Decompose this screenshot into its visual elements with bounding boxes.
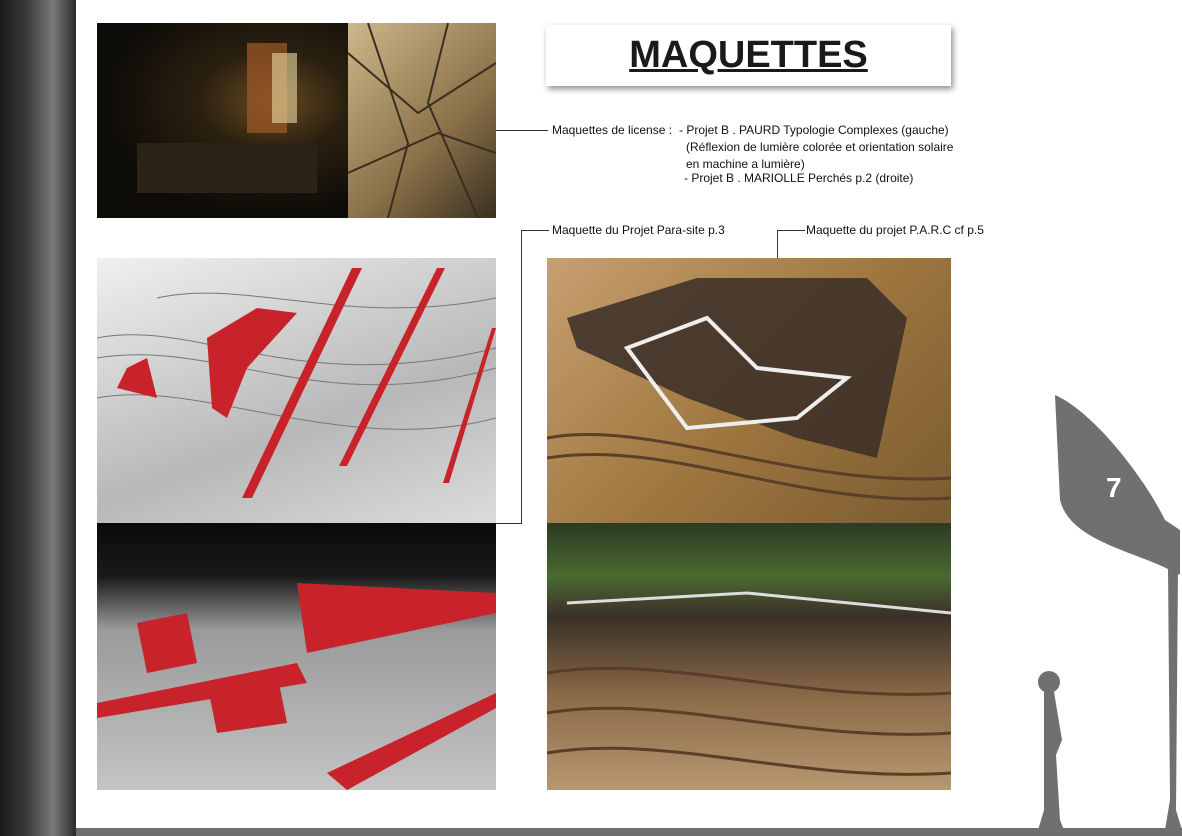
license-caption-line: (Réflexion de lumière colorée et orientation solaire — [686, 140, 954, 154]
license-caption-line: - Projet B . PAURD Typologie Complexes (gauche) — [679, 123, 949, 137]
connector-line — [777, 230, 805, 231]
license-caption-prefix: Maquettes de license : — [552, 123, 673, 137]
connector-line — [521, 230, 549, 231]
title-box — [546, 25, 951, 86]
photo-perches-model — [348, 23, 496, 218]
connector-line — [496, 130, 548, 131]
parc-caption: Maquette du projet P.A.R.C cf p.5 — [806, 223, 984, 237]
connector-line — [777, 230, 778, 258]
photo-parasite-top — [97, 258, 496, 523]
license-caption-line: - Projet B . MARIOLLE Perchés p.2 (droite) — [684, 171, 914, 185]
parasite-caption: Maquette du Projet Para-site p.3 — [552, 223, 725, 237]
license-caption-line: en machine a lumière) — [686, 157, 805, 171]
connector-line — [496, 523, 522, 524]
photo-lumiere-model — [97, 23, 348, 218]
book-spine — [0, 0, 76, 836]
page-title: MAQUETTES — [629, 34, 868, 76]
photo-parc-perspective — [547, 523, 951, 790]
photo-parasite-perspective — [97, 523, 496, 790]
page-number: 7 — [1106, 472, 1122, 503]
photo-parc-top — [547, 258, 951, 523]
bottom-bar — [76, 828, 1182, 836]
connector-line — [521, 230, 522, 523]
leaf-figure-illustration — [1030, 380, 1182, 836]
